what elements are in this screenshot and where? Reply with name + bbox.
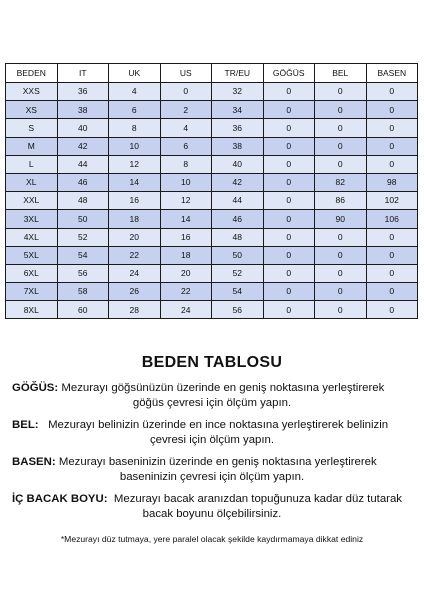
size-value-cell: 18 bbox=[109, 210, 161, 228]
definition-text-line1: Mezurayı göğsünüzün üzerinde en geniş noktasına yerleştirerek bbox=[58, 382, 385, 394]
size-value-cell: 0 bbox=[315, 228, 367, 246]
size-table-header-row bbox=[6, 64, 418, 83]
size-value-cell: 36 bbox=[57, 83, 109, 101]
size-value-cell: 10 bbox=[160, 173, 212, 191]
size-table-row bbox=[6, 192, 418, 210]
size-value-cell: 12 bbox=[109, 155, 161, 173]
size-value-cell: 0 bbox=[315, 246, 367, 264]
size-value-cell: 0 bbox=[366, 301, 418, 319]
size-table-body bbox=[6, 83, 418, 319]
header-cell: GÖĞÜS bbox=[263, 64, 315, 83]
definition-waist bbox=[0, 418, 424, 448]
header-cell: US bbox=[160, 64, 212, 83]
size-value-cell: 0 bbox=[366, 264, 418, 282]
definition-text-line1: Mezurayı bacak aranızdan topuğunuza kadar düz tutarak bbox=[107, 493, 403, 505]
size-table-row bbox=[6, 83, 418, 101]
measurement-note: *Mezurayı düz tutmaya, yere paralel olacak şekilde kaydırmamaya dikkat ediniz bbox=[60, 534, 364, 544]
size-value-cell: 42 bbox=[212, 173, 264, 191]
size-value-cell: 0 bbox=[160, 83, 212, 101]
size-table-container bbox=[5, 63, 418, 319]
size-value-cell: 60 bbox=[57, 301, 109, 319]
size-value-cell: 0 bbox=[263, 83, 315, 101]
size-value-cell: 0 bbox=[366, 83, 418, 101]
size-value-cell: 16 bbox=[109, 192, 161, 210]
size-value-cell: 26 bbox=[109, 283, 161, 301]
size-table-row bbox=[6, 119, 418, 137]
size-value-cell: 0 bbox=[315, 301, 367, 319]
size-value-cell: 0 bbox=[315, 137, 367, 155]
size-label-cell: XXS bbox=[6, 83, 58, 101]
size-value-cell: 4 bbox=[160, 119, 212, 137]
size-value-cell: 20 bbox=[109, 228, 161, 246]
size-value-cell: 24 bbox=[160, 301, 212, 319]
size-value-cell: 0 bbox=[366, 155, 418, 173]
size-table-row bbox=[6, 101, 418, 119]
size-label-cell: 4XL bbox=[6, 228, 58, 246]
size-value-cell: 8 bbox=[109, 119, 161, 137]
definition-term: BASEN: bbox=[12, 456, 56, 468]
definition-chest bbox=[0, 381, 424, 411]
size-value-cell: 24 bbox=[109, 264, 161, 282]
size-label-cell: 8XL bbox=[6, 301, 58, 319]
size-value-cell: 22 bbox=[160, 283, 212, 301]
size-value-cell: 0 bbox=[366, 137, 418, 155]
definition-text-line2: baseninizin çevresi için ölçüm yapın. bbox=[119, 471, 305, 483]
size-value-cell: 0 bbox=[315, 83, 367, 101]
size-table-row bbox=[6, 210, 418, 228]
size-table-row bbox=[6, 283, 418, 301]
size-value-cell: 14 bbox=[160, 210, 212, 228]
size-value-cell: 0 bbox=[263, 264, 315, 282]
size-label-cell: XS bbox=[6, 101, 58, 119]
size-value-cell: 0 bbox=[263, 301, 315, 319]
size-value-cell: 0 bbox=[366, 119, 418, 137]
size-value-cell: 0 bbox=[263, 137, 315, 155]
size-value-cell: 34 bbox=[212, 101, 264, 119]
size-value-cell: 2 bbox=[160, 101, 212, 119]
size-label-cell: 5XL bbox=[6, 246, 58, 264]
size-value-cell: 0 bbox=[315, 155, 367, 173]
size-value-cell: 0 bbox=[263, 210, 315, 228]
size-label-cell: XL bbox=[6, 173, 58, 191]
size-value-cell: 44 bbox=[57, 155, 109, 173]
size-value-cell: 6 bbox=[160, 137, 212, 155]
size-value-cell: 58 bbox=[57, 283, 109, 301]
size-value-cell: 0 bbox=[366, 101, 418, 119]
size-value-cell: 0 bbox=[315, 264, 367, 282]
size-value-cell: 54 bbox=[212, 283, 264, 301]
size-value-cell: 0 bbox=[315, 101, 367, 119]
size-label-cell: XXL bbox=[6, 192, 58, 210]
guide-title: BEDEN TABLOSU bbox=[141, 354, 283, 371]
size-value-cell: 86 bbox=[315, 192, 367, 210]
size-value-cell: 52 bbox=[212, 264, 264, 282]
size-value-cell: 46 bbox=[212, 210, 264, 228]
size-table-row bbox=[6, 228, 418, 246]
size-value-cell: 52 bbox=[57, 228, 109, 246]
size-label-cell: 7XL bbox=[6, 283, 58, 301]
size-value-cell: 18 bbox=[160, 246, 212, 264]
size-value-cell: 40 bbox=[212, 155, 264, 173]
definition-hip bbox=[0, 455, 424, 485]
size-value-cell: 90 bbox=[315, 210, 367, 228]
size-value-cell: 0 bbox=[366, 228, 418, 246]
size-value-cell: 106 bbox=[366, 210, 418, 228]
size-label-cell: L bbox=[6, 155, 58, 173]
size-value-cell: 48 bbox=[57, 192, 109, 210]
size-value-cell: 32 bbox=[212, 83, 264, 101]
size-table-row bbox=[6, 137, 418, 155]
size-value-cell: 0 bbox=[366, 283, 418, 301]
size-value-cell: 40 bbox=[57, 119, 109, 137]
size-value-cell: 22 bbox=[109, 246, 161, 264]
size-value-cell: 12 bbox=[160, 192, 212, 210]
size-value-cell: 0 bbox=[263, 155, 315, 173]
size-value-cell: 20 bbox=[160, 264, 212, 282]
definition-term: BEL: bbox=[12, 419, 39, 431]
size-value-cell: 38 bbox=[212, 137, 264, 155]
size-value-cell: 0 bbox=[263, 228, 315, 246]
size-value-cell: 6 bbox=[109, 101, 161, 119]
size-table-row bbox=[6, 155, 418, 173]
header-cell: BEL bbox=[315, 64, 367, 83]
size-table-row bbox=[6, 246, 418, 264]
measurement-guide bbox=[0, 354, 424, 544]
definition-text-line2: göğüs çevresi için ölçüm yapın. bbox=[132, 397, 292, 409]
size-value-cell: 56 bbox=[212, 301, 264, 319]
size-value-cell: 42 bbox=[57, 137, 109, 155]
definition-text-line2: bacak boyunu ölçebilirsiniz. bbox=[142, 508, 282, 520]
size-value-cell: 0 bbox=[263, 192, 315, 210]
size-table-row bbox=[6, 264, 418, 282]
size-value-cell: 0 bbox=[263, 119, 315, 137]
size-value-cell: 0 bbox=[263, 246, 315, 264]
size-value-cell: 56 bbox=[57, 264, 109, 282]
size-value-cell: 28 bbox=[109, 301, 161, 319]
size-value-cell: 0 bbox=[263, 101, 315, 119]
size-value-cell: 44 bbox=[212, 192, 264, 210]
size-value-cell: 0 bbox=[263, 173, 315, 191]
size-value-cell: 14 bbox=[109, 173, 161, 191]
size-value-cell: 46 bbox=[57, 173, 109, 191]
size-table bbox=[5, 63, 418, 319]
header-cell: UK bbox=[109, 64, 161, 83]
size-value-cell: 50 bbox=[57, 210, 109, 228]
definition-inseam bbox=[0, 492, 424, 522]
size-label-cell: 6XL bbox=[6, 264, 58, 282]
size-value-cell: 10 bbox=[109, 137, 161, 155]
definition-term: İÇ BACAK BOYU: bbox=[12, 493, 108, 505]
size-value-cell: 36 bbox=[212, 119, 264, 137]
definition-term: GÖĞÜS: bbox=[12, 382, 59, 394]
size-label-cell: M bbox=[6, 137, 58, 155]
definition-text-line1: Mezurayı baseninizin üzerinde en geniş noktasına yerleştirerek bbox=[55, 456, 377, 468]
size-value-cell: 38 bbox=[57, 101, 109, 119]
size-table-row bbox=[6, 173, 418, 191]
header-cell: IT bbox=[57, 64, 109, 83]
header-cell: TR/EU bbox=[212, 64, 264, 83]
size-value-cell: 0 bbox=[366, 246, 418, 264]
size-value-cell: 102 bbox=[366, 192, 418, 210]
size-value-cell: 4 bbox=[109, 83, 161, 101]
definition-text-line1: Mezurayı belinizin üzerinde en ince noktasına yerleştirerek belinizin bbox=[38, 419, 389, 431]
size-value-cell: 0 bbox=[315, 283, 367, 301]
header-cell: BASEN bbox=[366, 64, 418, 83]
size-value-cell: 82 bbox=[315, 173, 367, 191]
header-cell: BEDEN bbox=[6, 64, 58, 83]
size-value-cell: 16 bbox=[160, 228, 212, 246]
size-label-cell: 3XL bbox=[6, 210, 58, 228]
definition-text-line2: çevresi için ölçüm yapın. bbox=[149, 434, 275, 446]
size-value-cell: 98 bbox=[366, 173, 418, 191]
size-value-cell: 50 bbox=[212, 246, 264, 264]
size-value-cell: 0 bbox=[315, 119, 367, 137]
size-value-cell: 8 bbox=[160, 155, 212, 173]
size-table-row bbox=[6, 301, 418, 319]
size-value-cell: 0 bbox=[263, 283, 315, 301]
size-value-cell: 48 bbox=[212, 228, 264, 246]
size-value-cell: 54 bbox=[57, 246, 109, 264]
size-label-cell: S bbox=[6, 119, 58, 137]
